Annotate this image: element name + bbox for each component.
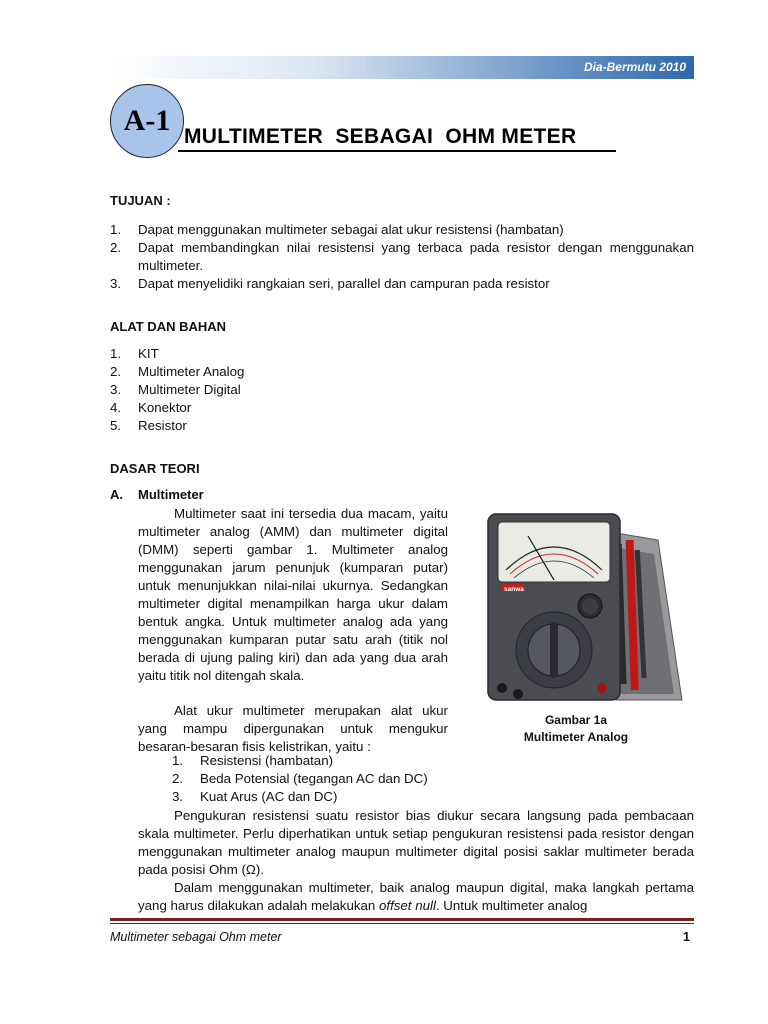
dasar-heading: DASAR TEORI: [110, 461, 200, 476]
footer-rule-thin: [110, 923, 694, 924]
paragraph-1: Multimeter saat ini tersedia dua macam, yaitu multimeter analog (AMM) dan multimeter digital (DMM) seperti gambar 1. Multimeter analog menggunakan jarum penunjuk (kumparan putar) untuk menunjukkan nilai-nilai ukurnya. Sedangkan multimeter digital menampilkan harga ukur dalam bentuk angka. Untuk multimeter analog ada yang menggunakan kumparan putar satu arah (titik nol berada di ujung paling kiri) dan ada yang dua arah yaitu titik nol ditengah skala.: [138, 506, 448, 683]
paragraph-2: Alat ukur multimeter merupakan alat ukur yang mampu dipergunakan untuk mengukur besaran-besaran fisis kelistrikan, yaitu :: [138, 703, 448, 754]
list-item: 2. Multimeter Analog: [110, 364, 245, 379]
paragraph-4: Dalam menggunakan multimeter, baik analog maupun digital, maka langkah pertama yang harus dilakukan adalah melakukan offset null. Untuk multimeter analog: [138, 880, 694, 913]
paragraph-3: Pengukuran resistensi suatu resistor bias diukur secara langsung pada pembacaan skala multimeter. Perlu diperhatikan untuk setiap pengukuran resistensi pada resistor dengan menggunakan multimeter analog maupun multimeter digital posisi saklar multimeter berada pada posisi Ohm (Ω).: [138, 808, 694, 877]
header-bar: [110, 56, 694, 79]
section-badge: [110, 84, 184, 158]
multimeter-image: [468, 510, 688, 706]
subsection-number: A.: [110, 487, 123, 502]
brand-text: sanwa: [504, 586, 524, 593]
page-title: MULTIMETER SEBAGAI OHM METER: [184, 125, 577, 148]
quantity-list: [172, 752, 428, 806]
list-item: 1. Resistensi (hambatan): [172, 753, 334, 768]
footer-rule: [110, 918, 694, 921]
list-item: 5. Resistor: [110, 418, 187, 433]
caption-line-2: Multimeter Analog: [523, 730, 629, 744]
tujuan-heading: TUJUAN :: [110, 193, 171, 208]
caption-line-1: Gambar 1a: [544, 713, 608, 727]
list-item: 1. KIT: [110, 346, 159, 361]
list-item: 3. Kuat Arus (AC dan DC): [172, 789, 338, 804]
subsection-label: Multimeter: [138, 487, 204, 502]
header-text: Dia-Bermutu 2010: [583, 60, 686, 74]
page-number: 1: [683, 930, 690, 944]
list-item: 2. Dapat membandingkan nilai resistensi yang terbaca pada resistor dengan menggunakan multimeter.: [110, 240, 694, 273]
list-item: 3. Dapat menyelidiki rangkaian seri, parallel dan campuran pada resistor: [110, 276, 550, 291]
title-underline: [178, 150, 616, 152]
emphasis-offset-null: offset null: [378, 898, 436, 913]
figure-caption: [468, 712, 684, 746]
alat-heading: ALAT DAN BAHAN: [110, 319, 227, 334]
tujuan-list: [110, 221, 694, 293]
list-item: 4. Konektor: [110, 400, 192, 415]
footer-title: Multimeter sebagai Ohm meter: [110, 930, 282, 944]
badge-label: A-1: [123, 104, 171, 137]
list-item: 2. Beda Potensial (tegangan AC dan DC): [172, 771, 428, 786]
alat-list: [110, 345, 410, 435]
list-item: 3. Multimeter Digital: [110, 382, 241, 397]
list-item: 1. Dapat menggunakan multimeter sebagai alat ukur resistensi (hambatan): [110, 222, 564, 237]
